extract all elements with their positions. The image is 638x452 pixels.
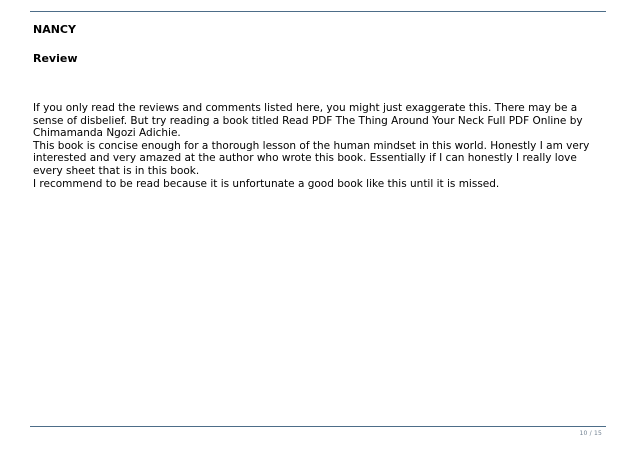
review-paragraph: If you only read the reviews and comments listed here, you might just exaggerate this. There may be a sense of disbelief. But try reading a book titled Read PDF The Thing Around Your Neck Full PDF Online by Chimamanda Ngozi Adichie.	[33, 102, 583, 140]
bottom-divider	[30, 426, 606, 427]
author-name: NANCY	[33, 23, 76, 36]
section-title: Review	[33, 52, 78, 65]
review-paragraph: I recommend to be read because it is unfortunate a good book like this until it is missed.	[33, 177, 500, 190]
review-body	[33, 102, 605, 190]
page-number: 10 / 15	[579, 430, 602, 437]
review-paragraph: This book is concise enough for a thorough lesson of the human mindset in this world. Honestly I am very interested and very amazed at the author who wrote this book. Essentially if I can honestly I really love every sheet that is in this book.	[33, 139, 590, 177]
top-divider	[30, 11, 606, 12]
